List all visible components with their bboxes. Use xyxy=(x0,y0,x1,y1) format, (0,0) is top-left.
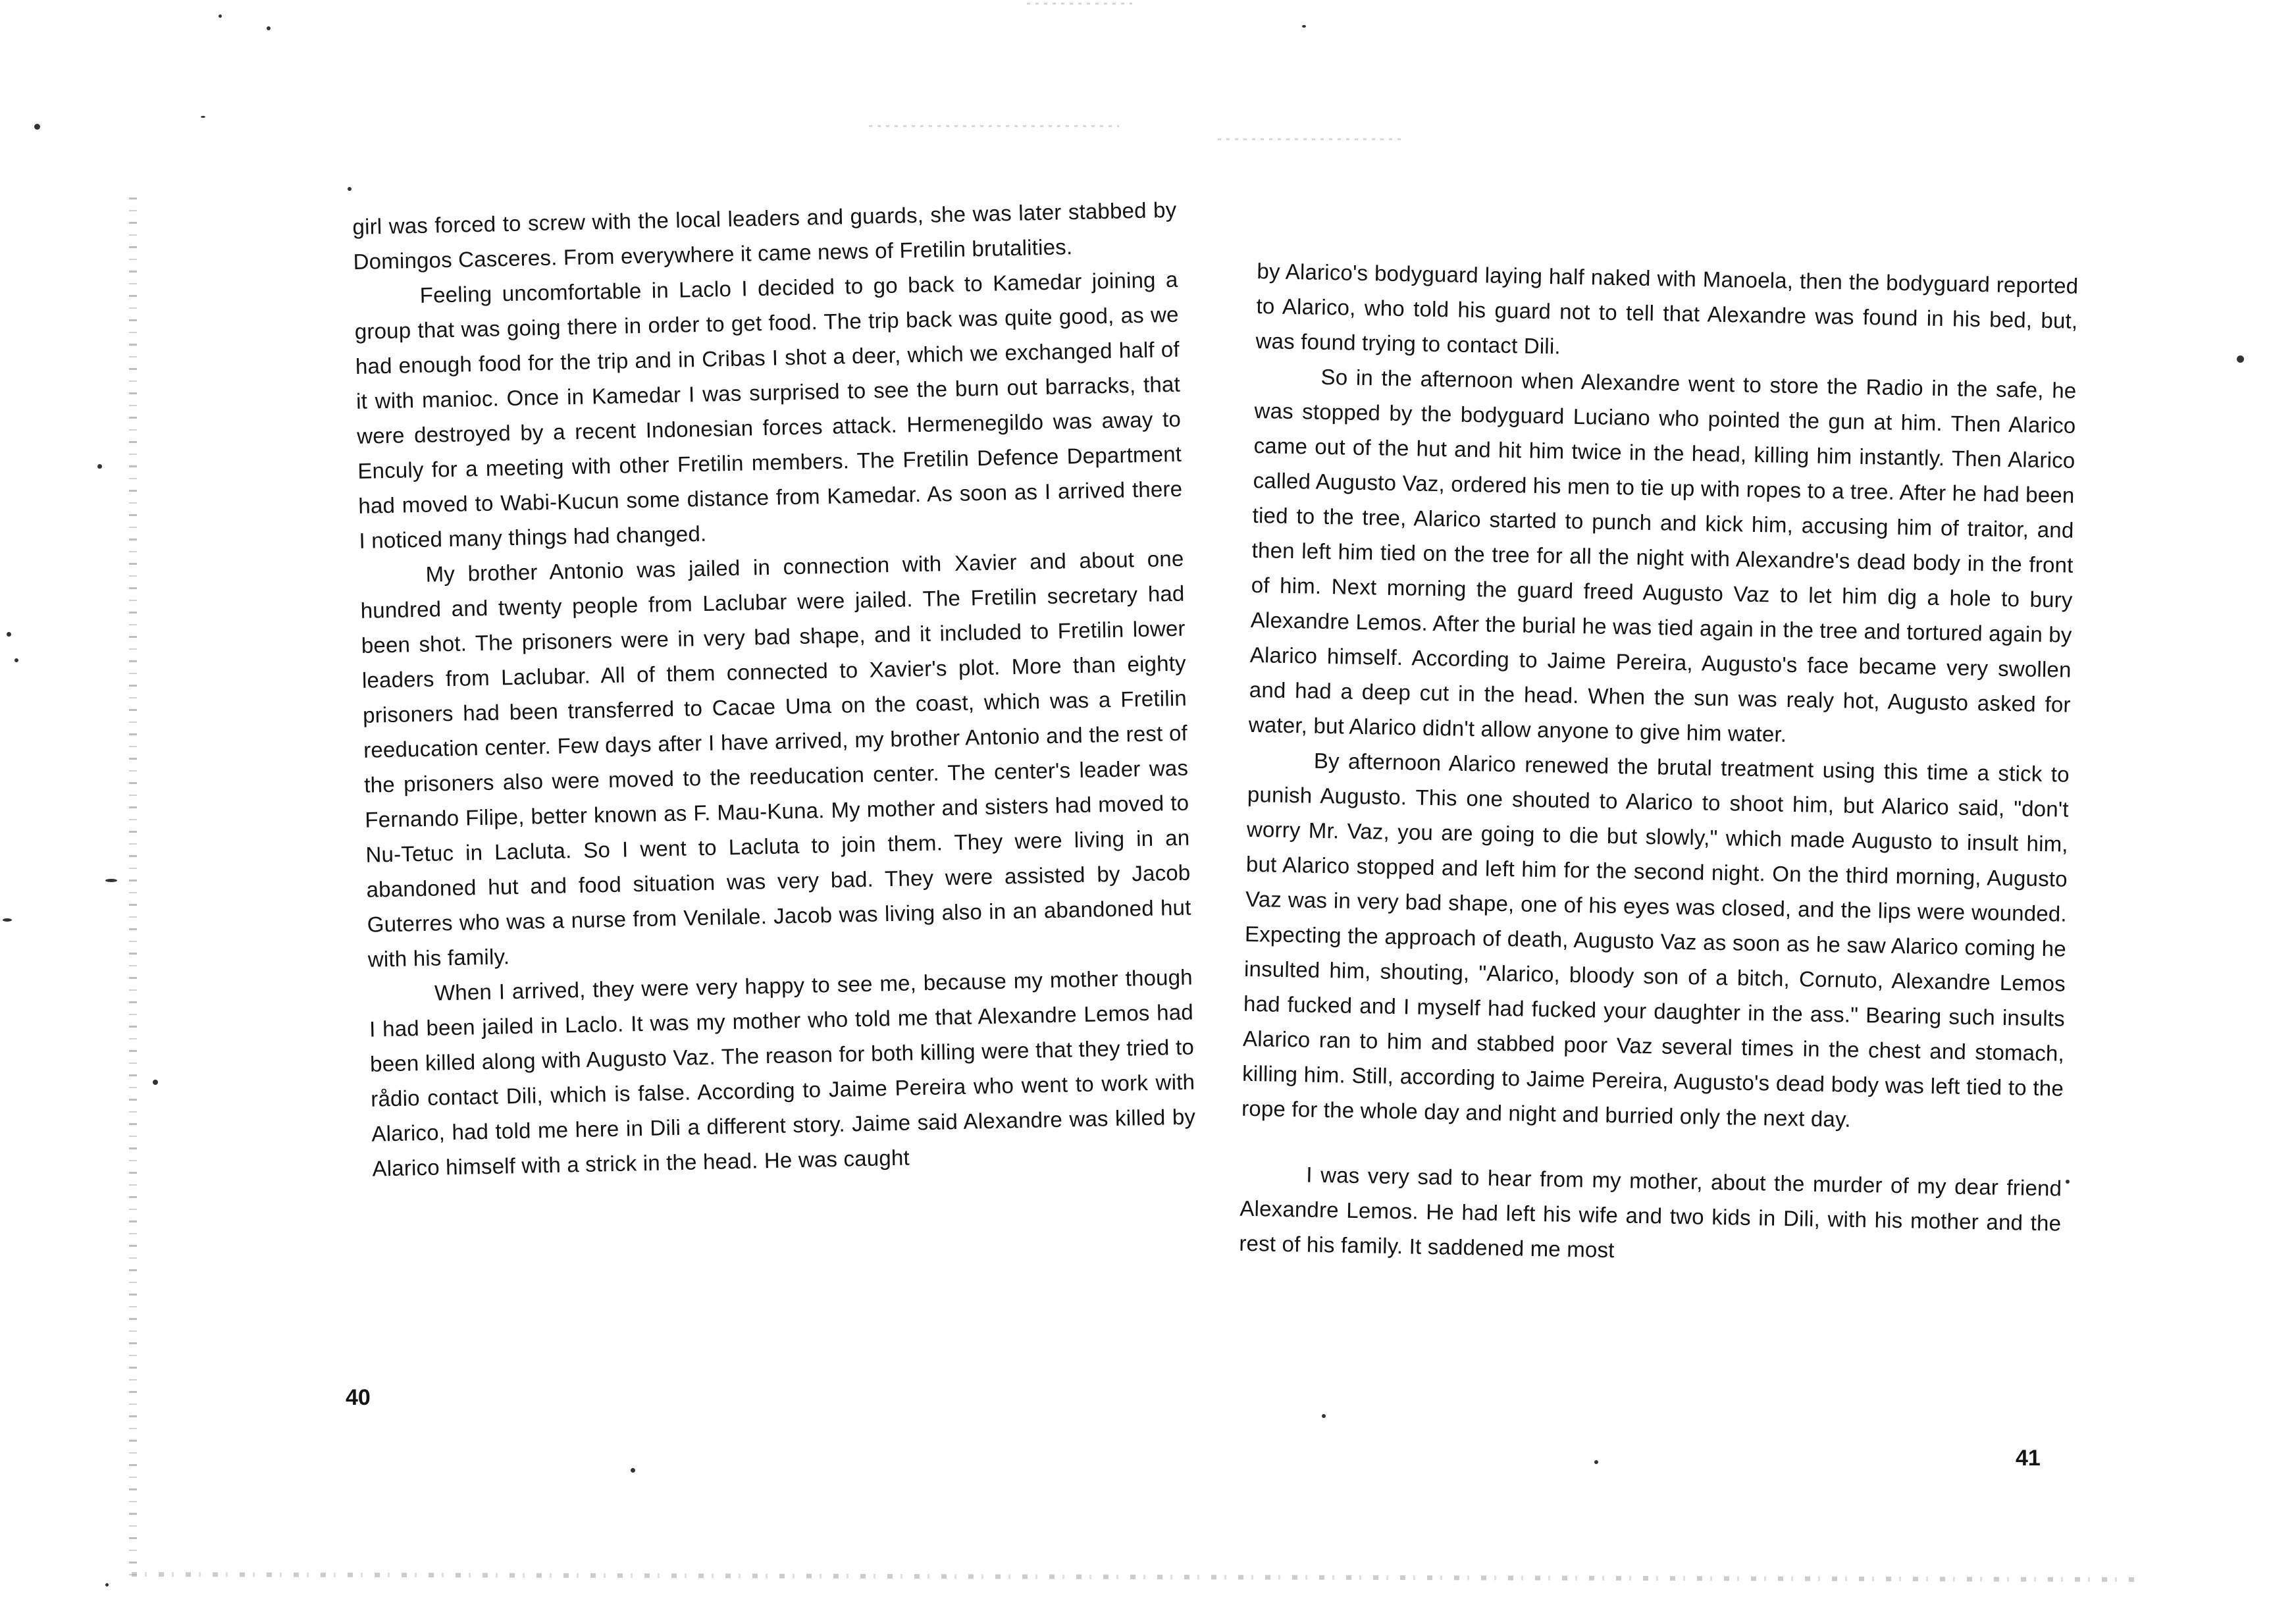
left-page-number: 40 xyxy=(346,1385,371,1410)
scan-top-smudge xyxy=(1027,3,1132,5)
left-paragraph-2: Feeling uncomfortable in Laclo I decided to go back to Kamedar joining a group that was going there in order to get food. The trip back was quite good, as we had enough food for the trip and in Cribas I shot a deer, which we exchanged half of it with manioc. Once in Kamedar I was surprised to see the burn out barracks, that were destroyed by a recent Indonesian forces attack. Hermenegildo was away to Enculy for a meeting with other Fretilin members. The Fretilin Defence Department had moved to Wabi-Kucun some distance from Kamedar. As soon as I arrived there I noticed many things had changed. xyxy=(354,267,1183,553)
scan-speck xyxy=(3,918,12,922)
scan-top-smudge xyxy=(1218,138,1402,140)
left-paragraph-4: When I arrived, they were very happy to see me, because my mother though I had been jailed in Laclo. It was my mother who told me that Alexandre Lemos had been killed along with Augusto Vaz. The reason for both killing were that they tried to rådio contact Dili, which is false. According to Jaime Pereira who went to work with Alarico, had told me here in Dili a different story. Jaime said Alexandre was killed by Alarico himself with a strick in the head. He was caught xyxy=(369,964,1196,1181)
scan-left-edge-artifact xyxy=(129,197,137,1580)
left-paragraph-1: girl was forced to screw with the local leaders and guards, she was later stabbed by Domingos Casceres. From everywhere it came news of Fretilin brutalities. xyxy=(352,197,1177,274)
right-page-text xyxy=(1239,253,2079,1276)
right-page-number: 41 xyxy=(2016,1446,2041,1471)
scan-bottom-edge-artifact xyxy=(132,1572,2139,1582)
scan-speck xyxy=(1594,1460,1598,1464)
left-page-text xyxy=(352,192,1197,1186)
scan-speck xyxy=(631,1468,635,1473)
scan-speck xyxy=(105,1583,109,1587)
right-paragraph-1: by Alarico's bodyguard laying half naked with Manoela, then the bodyguard reported to Alarico, who told his guard not to tell that Alexandre was found in his bed, but, was found trying to contact Dili. xyxy=(1255,258,2079,359)
scan-speck xyxy=(1302,25,1306,28)
scan-speck xyxy=(348,187,352,191)
scan-speck xyxy=(1322,1414,1326,1418)
scan-speck xyxy=(2066,1180,2070,1184)
right-paragraph-4: I was very sad to hear from my mother, about the murder of my dear friend Alexandre Lemos. He had left his wife and two kids in Dili, with his mother and the rest of his family. It saddened me most xyxy=(1239,1162,2062,1263)
scan-speck xyxy=(105,879,117,882)
scan-speck xyxy=(153,1080,158,1085)
scan-speck xyxy=(34,124,40,130)
left-paragraph-3: My brother Antonio was jailed in connection with Xavier and about one hundred and twenty people from Laclubar were jailed. The Fretilin secretary had been shot. The prisoners were in very bad shape, and it included to Fretilin lower leaders from Laclubar. All of them connected to Xavier's plot. More than eighty prisoners had been transferred to Cacae Uma on the coast, which was a Fretilin reeducation center. Few days after I have arrived, my brother Antonio and the rest of the prisoners also were moved to the reeducation center. The center's leader was Fernando Filipe, better known as F. Mau-Kuna. My mother and sisters had moved to Nu-Tetuc in Lacluta. So I went to Lacluta to join them. They were living in an abandoned hut and food situation was very bad. They were assisted by Jacob Guterres who was a nurse from Venilale. Jacob was living also in an abandoned hut with his family. xyxy=(360,546,1191,972)
scan-speck xyxy=(2237,355,2244,363)
scan-speck xyxy=(219,14,222,18)
scan-speck xyxy=(97,464,102,469)
scan-speck xyxy=(201,116,205,118)
right-paragraph-3: By afternoon Alarico renewed the brutal treatment using this time a stick to punish Augusto. This one shouted to Alarico to shoot him, but Alarico said, "don't worry Mr. Vaz, you are going to die but slowly," which made Augusto to insult him, but Alarico stopped and left him for the second night. On the third morning, Augusto Vaz was in very bad shape, one of his eyes was closed, and the lips were wounded. Expecting the approach of death, Augusto Vaz as soon as he saw Alarico coming he insulted him, shouting, "Alarico, bloody son of a bitch, Cornuto, Alexandre Lemos had fucked and I myself had fucked your daughter in the ass." Bearing such insults Alarico ran to him and stabbed poor Vaz several times in the chest and stomach, killing him. Still, according to Jaime Pereira, Augusto's dead body was left tied to the rope for the whole day and night and burried only the next day. xyxy=(1241,748,2070,1132)
scan-speck xyxy=(267,26,271,30)
scan-speck xyxy=(7,632,11,637)
scan-top-smudge xyxy=(869,125,1119,127)
scan-speck xyxy=(14,658,18,662)
right-paragraph-2: So in the afternoon when Alexandre went to store the Radio in the safe, he was stopped by the bodyguard Luciano who pointed the gun at him. Then Alarico came out of the hut and hit him twice in the head, killing him instantly. Then Alarico called Augusto Vaz, ordered his men to tie up with ropes to a tree. After he had been tied to the tree, Alarico started to punch and kick him, accusing him of traitor, and then left him tied on the tree for all the night with Alexandre's dead body in the front of him. Next morning the guard freed Augusto Vaz to let him dig a hole to bury Alexandre Lemos. After the burial he was tied again in the tree and tortured again by Alarico himself. According to Jaime Pereira, Augusto's face became very swollen and had a deep cut in the head. When the sun was realy hot, Augusto asked for water, but Alarico didn't allow anyone to give him water. xyxy=(1248,364,2077,747)
